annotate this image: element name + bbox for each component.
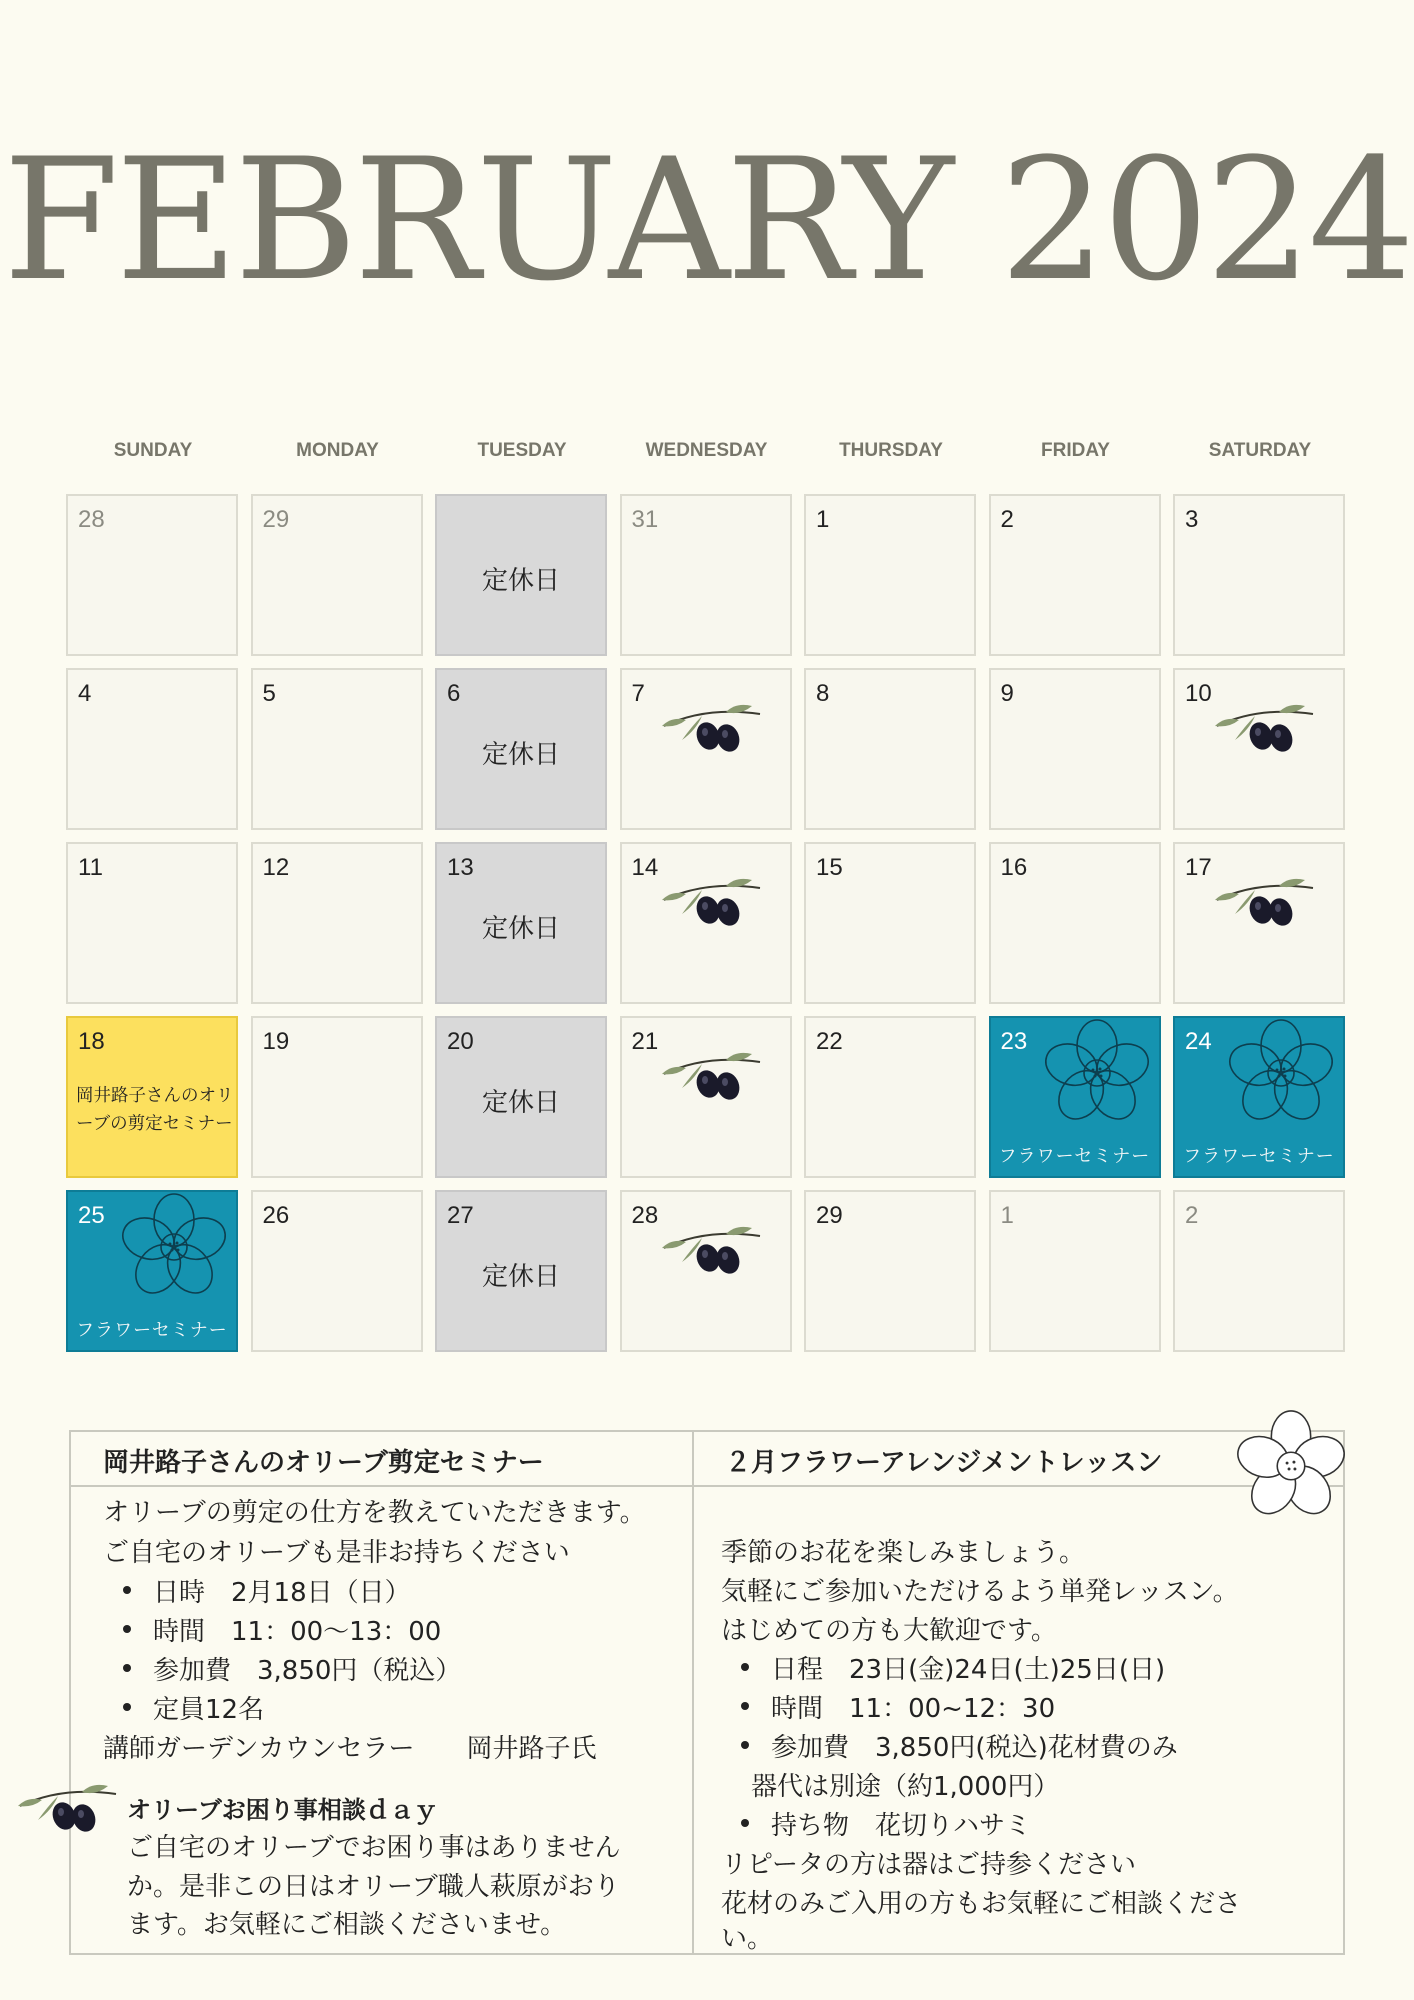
day-number: 28	[631, 1202, 659, 1229]
calendar-day-cell[interactable]	[989, 494, 1161, 656]
day-header-tuesday: TUESDAY	[477, 440, 567, 461]
olive-seminar-title: 岡井路子さんのオリーブ剪定セミナー	[103, 1448, 544, 1478]
flower-seminar-label: フラワーセミナー	[1183, 1146, 1335, 1167]
day-number: 15	[816, 854, 843, 881]
day-number: 19	[262, 1028, 290, 1055]
olive-seminar-instructor: 講師ガーデンカウンセラー 岡井路子氏	[103, 1734, 597, 1764]
calendar-day-cell[interactable]	[620, 668, 792, 830]
calendar-day-cell[interactable]	[804, 1190, 976, 1352]
day-number: 2	[1185, 1202, 1199, 1229]
calendar-day-cell[interactable]	[620, 842, 792, 1004]
calendar-day-cell[interactable]	[66, 494, 238, 656]
day-number: 23	[1000, 1028, 1028, 1055]
day-number: 12	[262, 854, 290, 881]
calendar-day-cell[interactable]	[251, 1190, 423, 1352]
flower-lesson-intro-1: 季節のお花を楽しみましょう。	[721, 1538, 1086, 1568]
calendar-day-cell[interactable]	[66, 1190, 238, 1352]
flower-lesson-schedule: 日程 23日(金)24日(土)25日(日)	[771, 1649, 1165, 1686]
day-number: 13	[447, 854, 474, 881]
day-number: 8	[816, 680, 830, 707]
olive-seminar-capacity: 定員12名	[153, 1689, 264, 1726]
olive-branch-icon	[1209, 696, 1321, 760]
day-number: 21	[631, 1028, 659, 1055]
day-number: 27	[447, 1202, 474, 1229]
olive-branch-icon	[656, 1218, 768, 1282]
event-info-box	[69, 1430, 1345, 1955]
seminar-note: 岡井路子さんのオリーブの剪定セミナー	[76, 1086, 234, 1134]
calendar-day-cell[interactable]	[66, 1016, 238, 1178]
olive-seminar-date: 日時 2月18日（日）	[153, 1572, 411, 1609]
olive-seminar-intro-2: ご自宅のオリーブも是非お持ちください	[103, 1538, 570, 1568]
day-number: 9	[1000, 680, 1014, 707]
calendar-day-cell[interactable]	[1173, 668, 1345, 830]
calendar-day-cell[interactable]	[1173, 1016, 1345, 1178]
calendar-day-cell[interactable]	[989, 668, 1161, 830]
calendar-day-cell[interactable]	[435, 1016, 607, 1178]
closed-day-label: 定休日	[481, 1262, 560, 1292]
calendar-day-cell[interactable]	[620, 1016, 792, 1178]
flower-lesson-intro-2: 気軽にご参加いただけるよう単発レッスン。	[721, 1577, 1239, 1607]
closed-day-label: 定休日	[481, 914, 560, 944]
day-number: 1	[816, 506, 830, 533]
flower-icon	[1037, 1018, 1157, 1128]
day-number: 3	[1185, 506, 1199, 533]
day-number: 10	[1185, 680, 1212, 707]
olive-branch-icon	[656, 696, 768, 760]
day-number: 1	[1000, 1202, 1014, 1229]
flower-icon	[114, 1192, 234, 1302]
day-number: 14	[631, 854, 659, 881]
calendar-day-cell[interactable]	[251, 494, 423, 656]
olive-branch-icon	[12, 1776, 124, 1840]
flower-lesson-outro-1: リピータの方は器はご持参ください	[721, 1850, 1136, 1880]
olive-seminar-intro-1: オリーブの剪定の仕方を教えていただきます。	[103, 1498, 646, 1528]
flower-lesson-intro-3: はじめての方も大歓迎です。	[721, 1616, 1057, 1646]
calendar-day-cell[interactable]	[435, 1190, 607, 1352]
flower-lesson-fee: 参加費 3,850円(税込)花材費のみ	[771, 1727, 1178, 1764]
calendar-day-cell[interactable]	[435, 494, 607, 656]
calendar-day-cell[interactable]	[804, 1016, 976, 1178]
flower-lesson-bring: 持ち物 花切りハサミ	[771, 1805, 1031, 1842]
calendar-day-cell[interactable]	[1173, 1190, 1345, 1352]
info-divider	[692, 1432, 694, 1953]
calendar-day-cell[interactable]	[804, 494, 976, 656]
day-number: 17	[1185, 854, 1212, 881]
day-number: 2	[1000, 506, 1014, 533]
day-header-thursday: THURSDAY	[839, 440, 943, 461]
day-number: 26	[262, 1202, 290, 1229]
calendar-day-cell[interactable]	[66, 668, 238, 830]
calendar-day-cell[interactable]	[620, 1190, 792, 1352]
calendar-day-cell[interactable]	[1173, 494, 1345, 656]
closed-day-label: 定休日	[481, 740, 560, 770]
olive-consult-text-1: ご自宅のオリーブでお困り事はありません	[127, 1833, 621, 1863]
olive-seminar-fee: 参加費 3,850円（税込）	[153, 1650, 461, 1687]
calendar-day-cell[interactable]	[989, 842, 1161, 1004]
calendar-day-cell[interactable]	[620, 494, 792, 656]
day-of-week-header	[66, 440, 1346, 470]
calendar-day-cell[interactable]	[804, 668, 976, 830]
flower-lesson-title: ２月フラワーアレンジメントレッスン	[725, 1448, 1163, 1478]
calendar-day-cell[interactable]	[435, 668, 607, 830]
flower-lesson-outro-3: い。	[721, 1924, 774, 1954]
flower-outline-icon	[1232, 1408, 1350, 1524]
calendar-day-cell[interactable]	[989, 1190, 1161, 1352]
day-number: 11	[78, 854, 103, 881]
flower-seminar-label: フラワーセミナー	[998, 1146, 1151, 1167]
day-number: 16	[1000, 854, 1028, 881]
calendar-day-cell[interactable]	[989, 1016, 1161, 1178]
closed-day-label: 定休日	[481, 566, 560, 596]
day-number: 6	[447, 680, 461, 707]
day-number: 4	[78, 680, 92, 707]
calendar-day-cell[interactable]	[1173, 842, 1345, 1004]
day-number: 7	[631, 680, 645, 707]
olive-consult-text-2: か。是非この日はオリーブ職人萩原がおり	[127, 1872, 620, 1902]
day-number: 29	[262, 506, 290, 533]
calendar-day-cell[interactable]	[66, 842, 238, 1004]
day-number: 22	[816, 1028, 843, 1055]
info-header-line	[71, 1485, 1343, 1487]
day-number: 18	[78, 1028, 105, 1055]
calendar-day-cell[interactable]	[251, 668, 423, 830]
day-number: 20	[447, 1028, 474, 1055]
month-title: FEBRUARY 2024	[2, 122, 1412, 318]
calendar-grid	[66, 494, 1356, 1356]
flower-lesson-vase-fee: 器代は別途（約1,000円）	[751, 1772, 1060, 1802]
day-number: 31	[631, 506, 659, 533]
day-header-monday: MONDAY	[296, 440, 379, 461]
flower-icon	[1221, 1018, 1341, 1128]
olive-branch-icon	[656, 1044, 768, 1108]
olive-branch-icon	[1209, 870, 1321, 934]
day-header-sunday: SUNDAY	[113, 440, 193, 461]
day-number: 28	[78, 506, 105, 533]
day-number: 5	[262, 680, 276, 707]
day-number: 25	[78, 1202, 105, 1229]
olive-consult-text-3: ます。お気軽にご相談くださいませ。	[127, 1910, 567, 1940]
flower-lesson-time: 時間 11：00~12：30	[771, 1688, 1055, 1725]
calendar-day-cell[interactable]	[251, 842, 423, 1004]
day-header-wednesday: WEDNESDAY	[645, 440, 768, 461]
calendar-day-cell[interactable]	[435, 842, 607, 1004]
calendar-day-cell[interactable]	[251, 1016, 423, 1178]
day-header-saturday: SATURDAY	[1208, 440, 1312, 461]
day-number: 29	[816, 1202, 843, 1229]
olive-seminar-time: 時間 11：00〜13：00	[153, 1611, 441, 1648]
flower-lesson-outro-2: 花材のみご入用の方もお気軽にご相談くださ	[721, 1889, 1242, 1919]
day-number: 24	[1185, 1028, 1212, 1055]
flower-seminar-label: フラワーセミナー	[76, 1320, 228, 1341]
calendar-day-cell[interactable]	[804, 842, 976, 1004]
olive-branch-icon	[656, 870, 768, 934]
day-header-friday: FRIDAY	[1041, 440, 1110, 461]
olive-consult-title: オリーブお困り事相談ｄａｙ	[127, 1796, 438, 1824]
closed-day-label: 定休日	[481, 1088, 560, 1118]
